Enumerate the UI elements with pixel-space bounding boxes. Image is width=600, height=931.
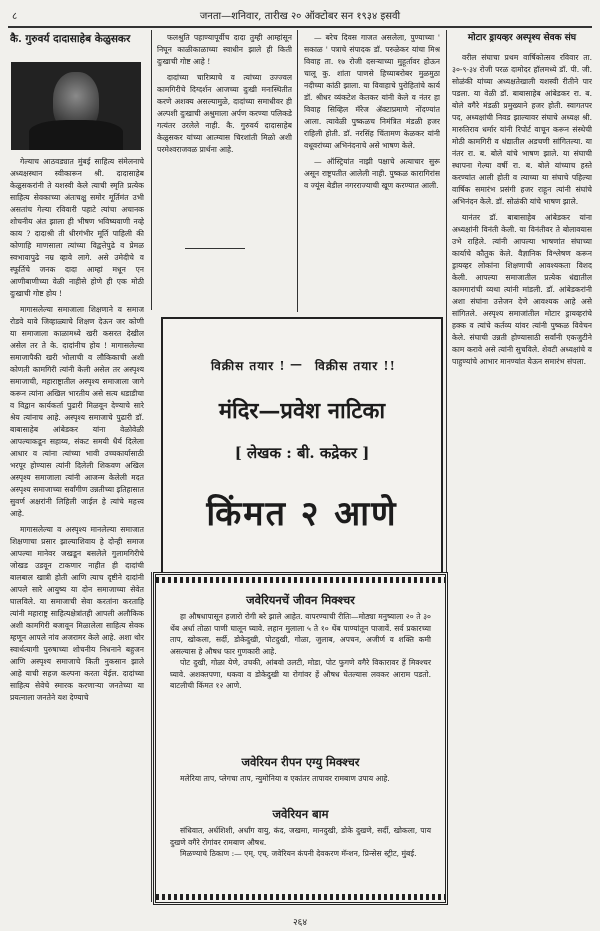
ad-body bbox=[170, 773, 431, 785]
paragraph: यानंतर डॉ. बाबासाहेब आंबेडकर यांना अध्यक्षांनी विनंती केली. या विनंतीवर ते बोलावयास उभे राहिले. त्यांनी आपल्या भाषणांत संघाच्या कार्याचे कौतुक केले. वैज्ञानिक विश्लेषण करून ड्रायव्हर लोकांना शिक्षणाची आवश्यकता विशद केली. आपल्या समाजातील प्रत्येक धंद्यातील कामगारांची व्यथा त्यांनी मांडली. डॉ. आंबेडकरांनी अशा संघांना उत्तेजन देणे आवश्यक आहे असे सांगितले. अस्पृश्य समाजांतील मोटार ड्रायव्हरांचे हक्क व त्यांचे कर्तव्य यांवर त्यांनी पुष्कळ विवेचन केले. संघाची उन्नती होण्यासाठी सर्वांनी एकजुटीने काम करावे असे त्यांनी सुचविले. शेवटी अध्यक्षांचे व पाहुण्यांचे आभार मानण्यांत येऊन समारंभ संपला. bbox=[452, 213, 592, 366]
ad-body bbox=[170, 611, 431, 692]
ad-paragraph: मिळण्याचे ठिकाण :— एम्. एच्. जवेरियन कंपनी देवकरण मॅन्शन, प्रिन्सेस स्ट्रीट, मुंबई. bbox=[180, 849, 417, 858]
portrait-coat bbox=[29, 120, 123, 150]
ad-paragraph: हा औषधापासून हजारो रोगी बरे झाले आहेत. वापरण्याची रीतिः—मोठ्या मनुष्याला २० ते ३० थेंब अर्धा तोळा पाणी घालून घ्यावे. लहान मुलाला ५ ते १० थेंब पाण्यांतून पाजावें. सर्व प्रकारच्या ताप, खोकला, सर्दी, डोकेदुखी, पोटदुखी, गोळा, जुलाब, अपचन, अजीर्ण व शक्ति कमी असल्यास हे औषध फार गुणकारी आहे. bbox=[170, 612, 431, 656]
footer-page-number: २६४ bbox=[292, 918, 308, 928]
col3-body bbox=[304, 32, 440, 302]
ad-heading: जवेरियन रीपन एग्यु मिक्श्चर bbox=[241, 755, 360, 769]
drama-title: मंदिर—प्रवेश नाटिका bbox=[218, 398, 386, 424]
ad-paragraph: संधिवात, अर्धशिशी, अर्धांग वायु, कंद, जखमा, मानदुखी, डोके दुखणे, सर्दी, खोकला, पाय दुखणे वगैरे रोगांवर रामबाण औषध. bbox=[170, 826, 431, 847]
page-number: ८ bbox=[12, 11, 18, 22]
ornamental-border-top bbox=[156, 577, 445, 583]
header-rule bbox=[8, 26, 592, 28]
news-item: — ऑस्ट्रियांत नाझी पक्षाचे अत्याचार सुरू असून राष्ट्रपतीत आलेली नाही. पुष्कळ कारागिरांस व ज्यूंस बेडील नगरराज्याची खूण करण्यात आली. bbox=[304, 157, 440, 190]
column-rule bbox=[151, 572, 152, 902]
article-title: मोटार ड्रायव्हर अस्पृश्य सेवक संघ bbox=[467, 33, 577, 43]
article-title: कै. गुरुवर्य दादासाहेब केळुसकर bbox=[10, 33, 131, 45]
section-divider bbox=[185, 248, 245, 249]
paragraph: दादांच्या चारित्र्याचे व त्यांच्या उज्ज्वल कामगिरीचे दिग्दर्शन आजच्या दुःखी मनःस्थितीत करणे अशक्य असल्यामुळे, दादांच्या समाधीवर ही अल्पशी दुःखाची अश्रुमाला अर्पण करण्या पलिकडे गत्यंतर उरलेले नाही. कै. गुरुवर्य दादासाहेब केळुसकर यांच्या आत्म्यास चिरशांती मिळो अशी परमेश्वराजवळ प्रार्थना आहे. bbox=[157, 73, 292, 154]
masthead: जनता—शनिवार, तारीख २० ऑक्टोबर सन १९३४ इसवी bbox=[199, 11, 401, 22]
sale-text-1: विक्रीस तयार ! bbox=[211, 359, 286, 373]
paragraph: मागासलेल्या समाजाला शिक्षणाने व समाज रोडवे यावे जिव्हाळ्याचे शिक्षण देऊन जर कोणी या समाजाला काळामध्ये खरी कसरत देखील असेल तर ते के. दादांनीच होय ! मागासलेल्या समाजापैकी खरी भोलाची व लौकिकाची अशी कोणती कामगिरी त्यांनी केली असेल तर अस्पृश्य समाजाची, महाराष्ट्रातील अस्पृश्य समाजाला जागे करून त्यांना अखिल भारतीय असे सत्य धडाडीचा व विद्वान कार्यकर्ता पुढारी मिळवून देण्याचे सारे श्रेय त्यांनाच आहे. अस्पृश्य समाजाचे पुढारी डॉ. बाबासाहेब आंबेडकर यांना वेळोवेळी आपल्याकडून सहाय्य, संकट समयी धैर्य दिलेला आधार व त्यांना त्यांच्या भावी उच्चकार्यासाठी भरपूर होण्यास त्यांनी दिलेली शिकवण अखिल अस्पृश्य समाजाला त्यांनी आजन्म केलेली मदत अस्पृश्य समाजाच्या सर्वांगीण उन्नतीच्या इतिहासात सुवर्ण अक्षरांनी लिहिली जाईल हे त्यांचे महत्त्व आहे. bbox=[10, 305, 144, 518]
ad-body bbox=[170, 825, 431, 860]
page-header bbox=[0, 8, 600, 24]
sale-text-2: विक्रीस तयार !! bbox=[315, 359, 396, 373]
paragraph: फलश्रुति पहाण्यापूर्वीच दादा तुम्ही आम्हांसून निघून काळीकाळाच्या स्वाधीन झाले ही किती दुःखाची गोष्ट आहे ! bbox=[157, 33, 292, 66]
paragraph: मागासलेल्या व अस्पृश्य मानलेल्या समाजात शिक्षणाचा प्रसार झाल्याशिवाय हे दोन्ही समाज आपल्या मानेवर जखडून बसलेले गुलामगिरीचे जोखड उडवून टाकणार नाहीत ही दादांची बालबाल खात्री होती आणि त्याच दृष्टीने दादांनी आपले सारे आयुष्य या दोन समाजाच्या सेवेत घालविले. या समाजाची सेवा करतांना करताहि त्यांनी महाराष्ट्र साहित्यक्षेत्रांतही आपली अलौकिक अशी कामगिरी बजावून मिळालेला साहित्य सेवक म्हणून आपले नांव अजरामर केले आहे. अशा थोर स्वार्थत्यागी पुरुषाच्या शोचनीय निधनाने बहुजन आणि अस्पृश्य समाजाचे किती नुकसान झाले आहे याची सहज कल्पना करता येईल. दादांच्या साहित्य सेवेचे स्मारक करणाऱ्या जनतेच्या या प्रयत्नाला जनतेने यश देण्याचे bbox=[10, 525, 144, 702]
medicine-advertisement bbox=[153, 572, 448, 905]
news-item: — बरेच दिवस गाजत असलेला, पुण्याच्या ' सकाळ ' पत्राचे संपादक डॉ. परुळेकर यांचा मिश्र विवाह ता. १७ रोजी दसऱ्याच्या मुहूर्तावर होऊन चालू कु. शांता पाणसे हिच्याबरोबर मुळमुठा नदीच्या कांठी झाला. या विवाहाचे पुरोहितांचे कार्य डॉ. श्रीधर व्यंकटेश केतकर यांनी केले व नंतर हा विवाह सिव्हिल मॅरेज ॲक्टाप्रमाणे नोंदण्यांत आला. त्यावेळी पुष्कळच निमंत्रित मंडळी हजर राहिली होती. डॉ. नरसिंह चिंतामण केळकर यांनी वधूवरांच्या अभिनंदनाचे असे भाषण केले. bbox=[304, 33, 440, 150]
drama-price: किंमत २ आणे bbox=[206, 494, 398, 534]
ad-paragraph: पोट दुखी, गोळा येणे, उचकी, आंबवो उलटी, मोडा, पोट फुगणे वगैरे विकारावर हें मिक्श्चर घ्यावे. अशक्तपणा, थकवा व डोकेदुखी या रोगांवर हें औषध घेतल्यास लवकर आराम पडतो. बाटलीची किंमत १२ आणे. bbox=[170, 658, 431, 690]
col1-title-block bbox=[10, 32, 144, 54]
col4-body bbox=[452, 52, 592, 902]
sale-dash: — bbox=[290, 357, 303, 371]
drama-advertisement bbox=[161, 317, 443, 574]
ornamental-border-bottom bbox=[156, 894, 445, 900]
ad-heading: जवेरियनचें जीवन मिक्श्चर bbox=[246, 593, 355, 607]
paragraph: गेल्याच आठवड्यात मुंबई साहित्य संमेलनाचे अध्यक्षस्थान स्वीकारून श्री. दादासाहेब केळुसकरांनी ते यशस्वी केले त्याची स्मृति प्रत्येक साहित्य सेवकाच्या अंतःचक्षु समोर मूर्तिमंत उभी असतांच गेल्या रविवारी पहाटे त्यांचा अचानक शोचनीय अंत झाला ही भीषण भविष्यवाणी नव्हे काय ? दादाश्री ती धीरगंभीर मूर्ति पाहिली की कोणाहि माणसाला त्यांच्या विद्वत्तेपुढे व प्रेमळ स्वभावापुढे नम्र व्हावे लागे. असे उमेदीचे व स्फूर्तिचे जनक दादा आम्हां मधून एन आणीबाणीच्या वेळी नाहीसे होणे ही एक मोठी दुःखाची गोष्ट होय ! bbox=[10, 157, 144, 298]
col1-body bbox=[10, 156, 144, 901]
col2-body bbox=[157, 32, 292, 242]
paragraph: वरील संघाचा प्रथम वार्षिकोत्सव रविवार ता. ३०-९-३४ रोजी परळ दामोदर हॉलमध्ये डॉ. पी. जी. सोळंकी यांच्या अध्यक्षतेखाली यशस्वी रीतीने पार पडला. या वेळी डॉ. बाबासाहेब आंबेडकर रा. ब. बोले वगैरे मंडळी प्रमुख्याने हजर होती. स्वागतपर पद, अध्यक्षांची निवड झाल्यावर संघाचे अध्यक्ष श्री. मारुतिराव धर्मार यांनी रिपोर्ट वाचून करून संस्थेची मोठी कामगिरी व धंद्यातील अडचणी सांगितल्या. या नंतर रा. ब. बोले यांचे भाषण झाले. या संघाची स्थापना गेल्या वर्षी रा. ब. बोले यांच्याच हस्ते करण्यांत आली होती व त्याच्या या संघाचे पहिल्या वार्षिक समारंभ प्रसंगी हजर राहून त्यांनी संघांचे अभिनंदन केले. डॉ. सोळंकी यांचे भाषण झाले. bbox=[452, 53, 592, 206]
ad-paragraph: मलेरिया ताप, प्लेगचा ताप, न्युमोनिया व एकांतर तापावर रामबाण उपाय आहे. bbox=[180, 774, 390, 783]
column-rule bbox=[151, 30, 152, 310]
column-rule bbox=[297, 30, 298, 312]
ad-heading: जवेरियन बाम bbox=[272, 807, 329, 821]
portrait-photo bbox=[11, 62, 141, 150]
drama-author: [ लेखक : बी. कद्रेकर ] bbox=[234, 444, 370, 462]
